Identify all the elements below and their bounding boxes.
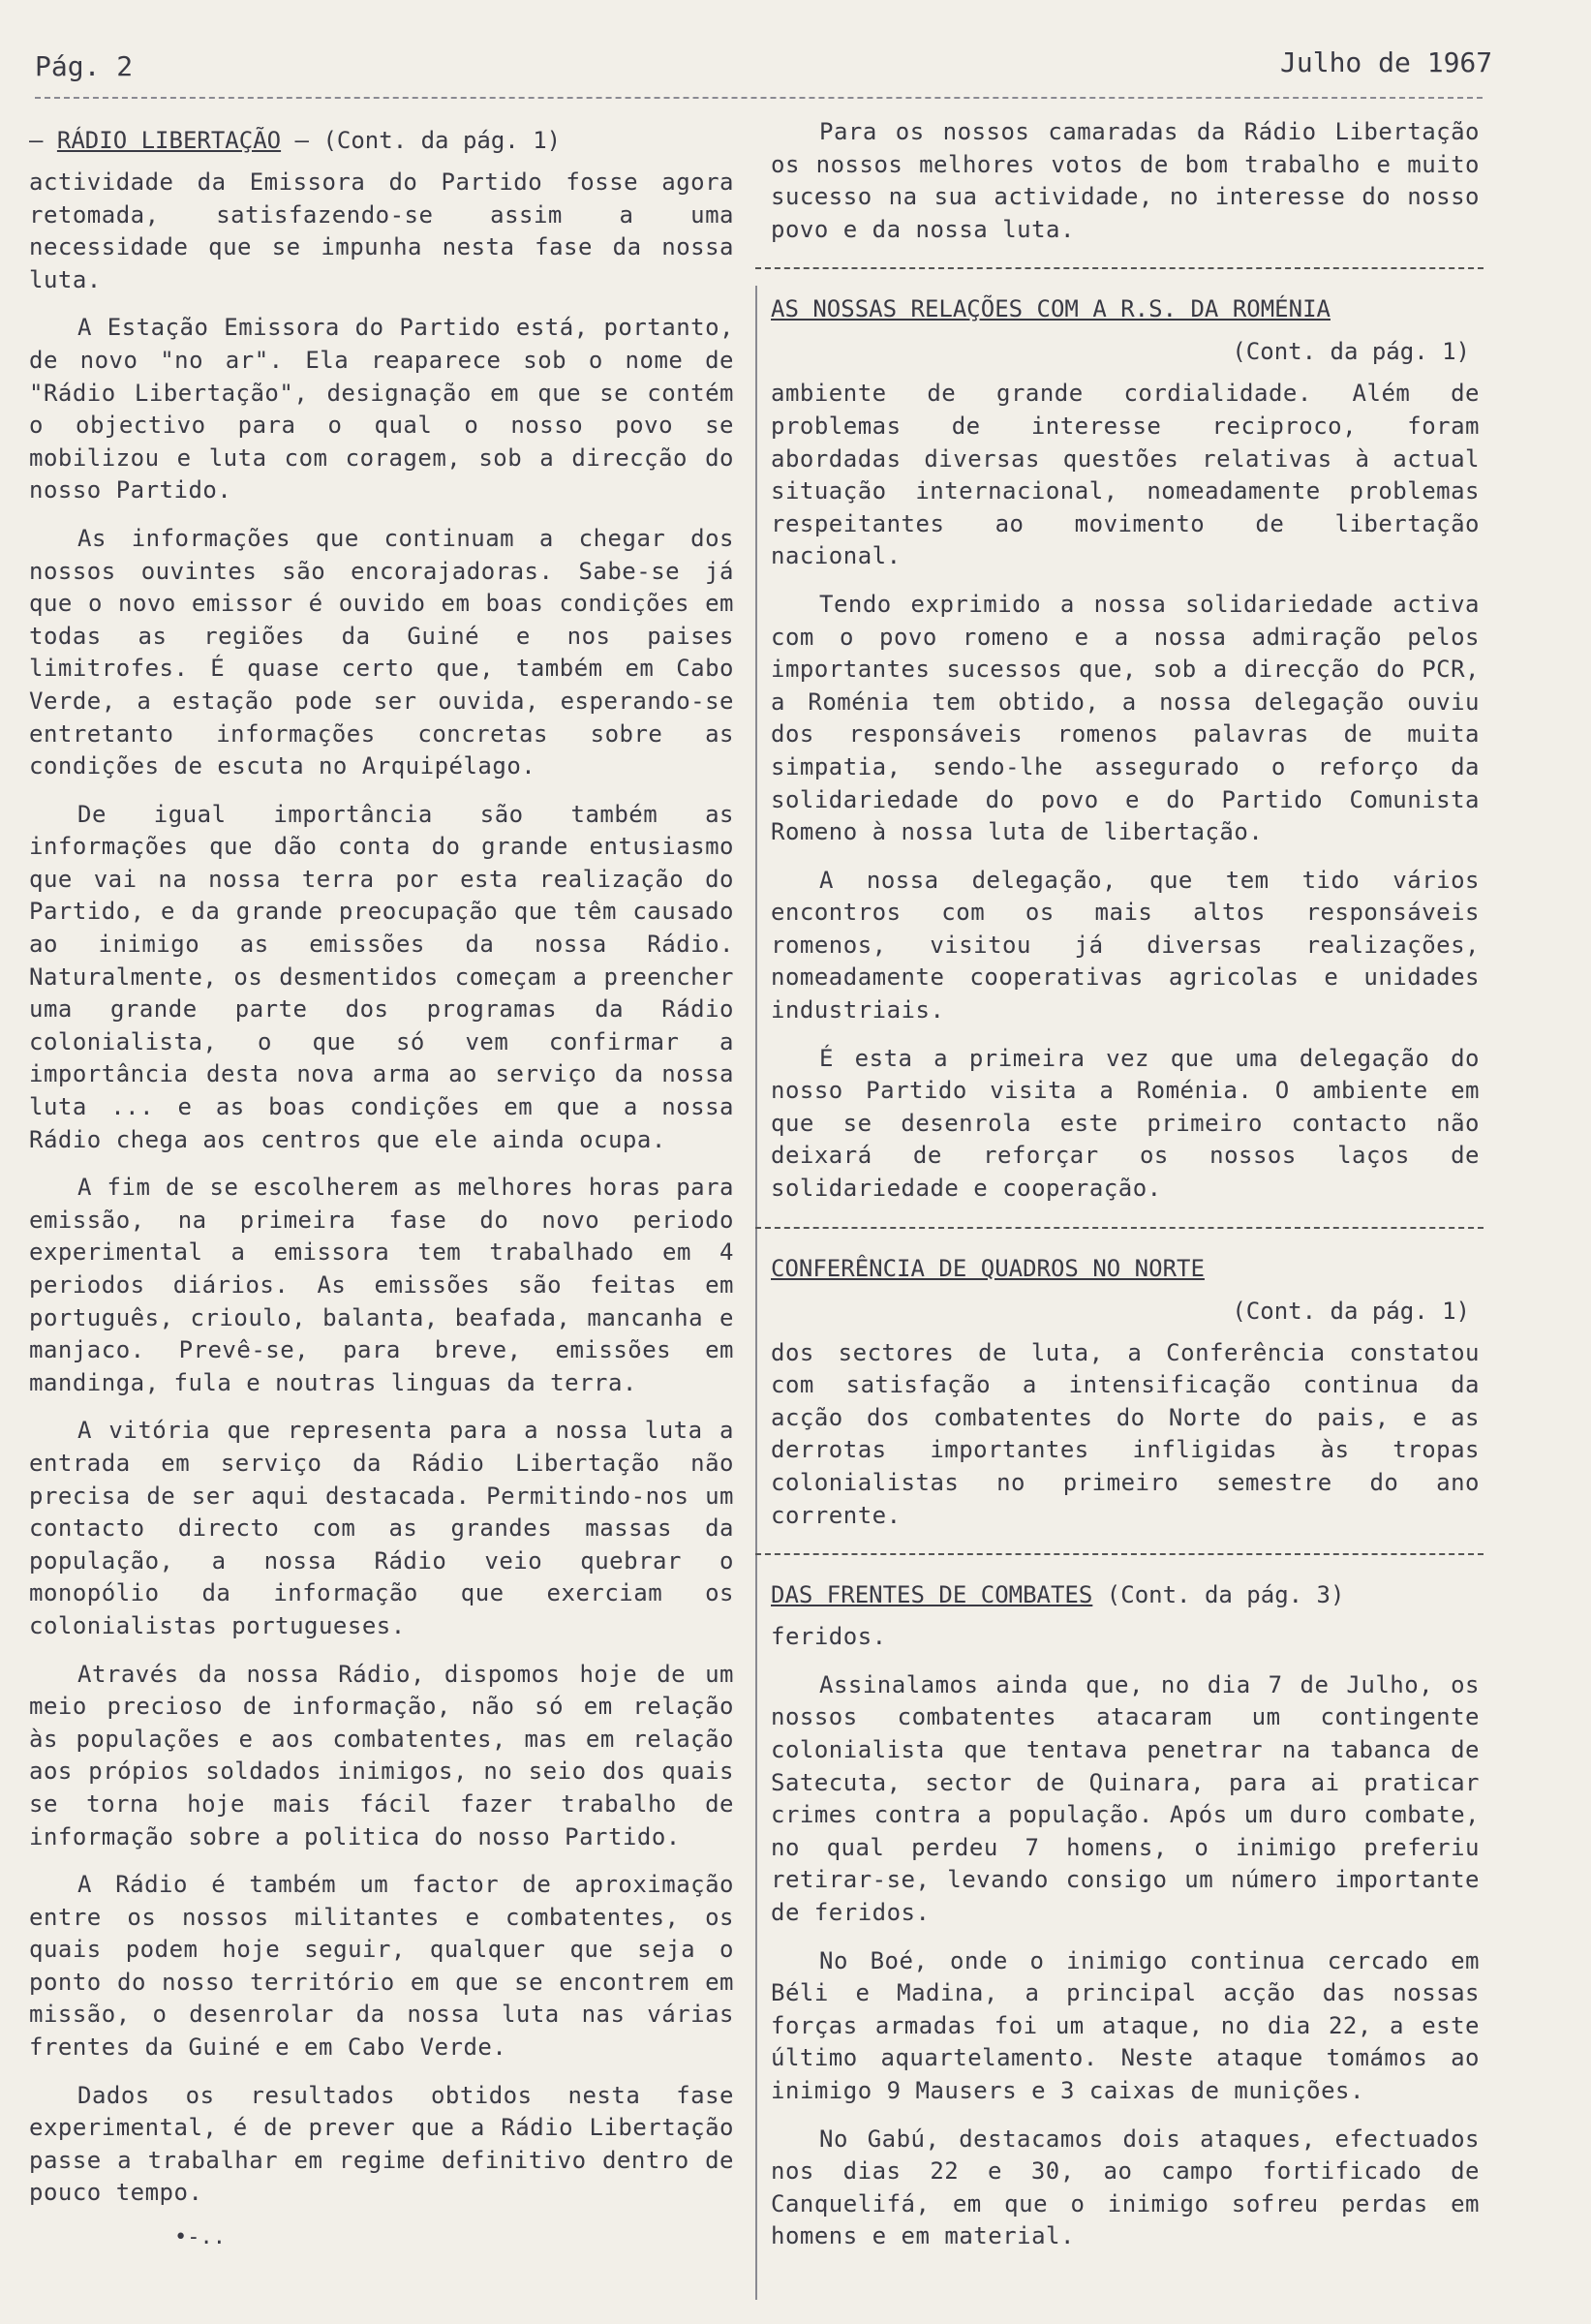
- right-column: [771, 116, 1480, 2269]
- article-heading-conferencia: [771, 1252, 1480, 1285]
- paragraph: A Estação Emissora do Partido está, portanto, de novo "no ar". Ela reaparece sob o nome de "Rádio Libertação", designação em que se contém o objectivo para o qual o nosso povo se mobilizou e luta com coragem, sob a direcção do nosso Partido.: [29, 314, 734, 505]
- column-divider: [755, 286, 757, 2300]
- tail-mark: •-..: [174, 2225, 226, 2250]
- article-title: AS NOSSAS RELAÇÕES COM A R.S. DA ROMÉNIA: [771, 295, 1331, 323]
- paragraph: Através da nossa Rádio, dispomos hoje de um meio precioso de informação, não só em relação às populações e aos combatentes, mas em relação aos própios soldados inimigos, no seio dos quais se torna hoje mais fácil fazer trabalho de informação sobre a politica do nosso Partido.: [29, 1660, 734, 1850]
- section-divider: [755, 1553, 1484, 1555]
- paragraph: A Rádio é também um factor de aproximação entre os nossos militantes e combatentes, os quais podem hoje seguir, qualquer que seja o ponto do nosso território em que se encontrem em missão, o desenrolar da nossa luta nas várias frentes da Guiné e em Cabo Verde.: [29, 1871, 734, 2062]
- paragraph: No Boé, onde o inimigo continua cercado em Béli e Madina, a principal acção das nossas forças armadas foi um ataque, no dia 22, a este último aquartelamento. Neste ataque tomámos ao inimigo 9 Mausers e 3 caixas de munições.: [771, 1946, 1480, 2104]
- section-divider: [755, 267, 1484, 269]
- article-heading-radio: – RÁDIO LIBERTAÇÃO – (Cont. da pág. 1): [29, 127, 562, 154]
- paragraph: Assinalamos ainda que, no dia 7 de Julho, os nossos combatentes atacaram um contingente colonialista que tentava penetrar na tabanca de Satecuta, sector de Quinara, para ai praticar crimes contra a população. Após um duro combate, no qual perdeu 7 homens, o inimigo preferiu retirar-se, levando consigo um número importante de feridos.: [771, 1670, 1480, 1926]
- article-title: RÁDIO LIBERTAÇÃO: [56, 127, 282, 154]
- paragraph: Tendo exprimido a nossa solidariedade activa com o povo romeno e a nossa admiração pelos importantes sucessos que, sob a direcção do PCR, a Roménia tem obtido, a nossa delegação ouviu dos responsáveis romenos palavras de muita simpatia, sendo-lhe assegurado o reforço da solidariedade do povo e do Partido Comunista Romeno à nossa luta de libertação.: [771, 590, 1480, 846]
- paragraph: A vitória que representa para a nossa luta a entrada em serviço da Rádio Libertação não precisa de ser aqui destacada. Permitindo-nos um contacto directo com as grandes massas da população, a nossa Rádio veio quebrar o monopólio da informação que exerciam os colonialistas portugueses.: [29, 1417, 734, 1639]
- article-heading-frentes: [771, 1578, 1480, 1611]
- paragraph: De igual importância são também as informações que dão conta do grande entusiasmo que vai na nossa terra por esta realização do Partido, e da grande preocupação que têm causado ao inimigo as emissões da nossa Rádio. Naturalmente, os desmentidos começam a preencher uma grande parte dos programas da Rádio colonialista, o que só vem confirmar a importância desta nova arma ao serviço da nossa luta ... e as boas condições em que a nossa Rádio chega aos centros que ele ainda ocupa.: [29, 800, 734, 1153]
- paragraph: Dados os resultados obtidos nesta fase experimental, é de prever que a Rádio Libertação passe a trabalhar em regime definitivo dentro de pouco tempo.: [29, 2081, 734, 2207]
- paragraph: actividade da Emissora do Partido fosse agora retomada, satisfazendo-se assim a uma necessidade que se impunha nesta fase da nossa luta.: [29, 168, 734, 293]
- left-column: [29, 116, 734, 2249]
- paragraph: As informações que continuam a chegar dos nossos ouvintes são encorajadoras. Sabe-se já que o novo emissor é ouvido em boas condições em todas as regiões da Guiné e nos paises limitrofes. É quase certo que, também em Cabo Verde, a estação pode ser ouvida, esperando-se entretanto informações concretas sobre as condições de escuta no Arquipélago.: [29, 524, 734, 780]
- continuation-note: (Cont. da pág. 1): [1232, 338, 1470, 366]
- paragraph: A nossa delegação, que tem tido vários encontros com os mais altos responsáveis romenos, visitou já diversas realizações, nomeadamente cooperativas agricolas e unidades industriais.: [771, 866, 1480, 1024]
- header-divider: [35, 97, 1483, 99]
- paragraph: É esta a primeira vez que uma delegação do nosso Partido visita a Roménia. O ambiente em que se desenrola este primeiro contacto não deixará de reforçar os nossos laços de solidariedade e cooperação.: [771, 1044, 1480, 1203]
- continuation-note: (Cont. da pág. 3): [1106, 1581, 1345, 1609]
- article-title: CONFERÊNCIA DE QUADROS NO NORTE: [771, 1254, 1205, 1282]
- paragraph: A fim de se escolherem as melhores horas para emissão, na primeira fase do novo periodo experimental a emissora tem trabalhado em 4 periodos diários. As emissões são feitas em português, crioulo, balanta, beafada, mancanha e manjaco. Prevê-se, para breve, emissões em mandinga, fula e noutras linguas da terra.: [29, 1174, 734, 1396]
- paragraph: No Gabú, destacamos dois ataques, efectuados nos dias 22 e 30, ao campo fortificado de Canquelifá, em que o inimigo sofreu perdas em homens e em material.: [771, 2125, 1480, 2250]
- continuation-note: (Cont. da pág. 1): [322, 127, 562, 154]
- section-divider: [755, 1227, 1484, 1229]
- paragraph: Para os nossos camaradas da Rádio Libertação os nossos melhores votos de bom trabalho e muito sucesso na sua actividade, no interesse do nosso povo e da nossa luta.: [771, 118, 1480, 243]
- paragraph: dos sectores de luta, a Conferência constatou com satisfação a intensificação continua da acção dos combatentes do Norte do pais, e as derrotas importantes infligidas às tropas colonialistas no primeiro semestre do ano corrente.: [771, 1338, 1480, 1529]
- page-number: Pág. 2: [35, 50, 134, 82]
- article-title: DAS FRENTES DE COMBATES: [771, 1581, 1093, 1609]
- continuation-note: (Cont. da pág. 1): [1232, 1297, 1470, 1325]
- issue-date: Julho de 1967: [1280, 46, 1493, 78]
- article-heading-romenia: [771, 292, 1480, 325]
- paragraph: feridos.: [771, 1623, 887, 1651]
- paragraph: ambiente de grande cordialidade. Além de problemas de interesse reciproco, foram abordadas diversas questões relativas à actual situação internacional, nomeadamente problemas respeitantes ao movimento de libertação nacional.: [771, 380, 1480, 570]
